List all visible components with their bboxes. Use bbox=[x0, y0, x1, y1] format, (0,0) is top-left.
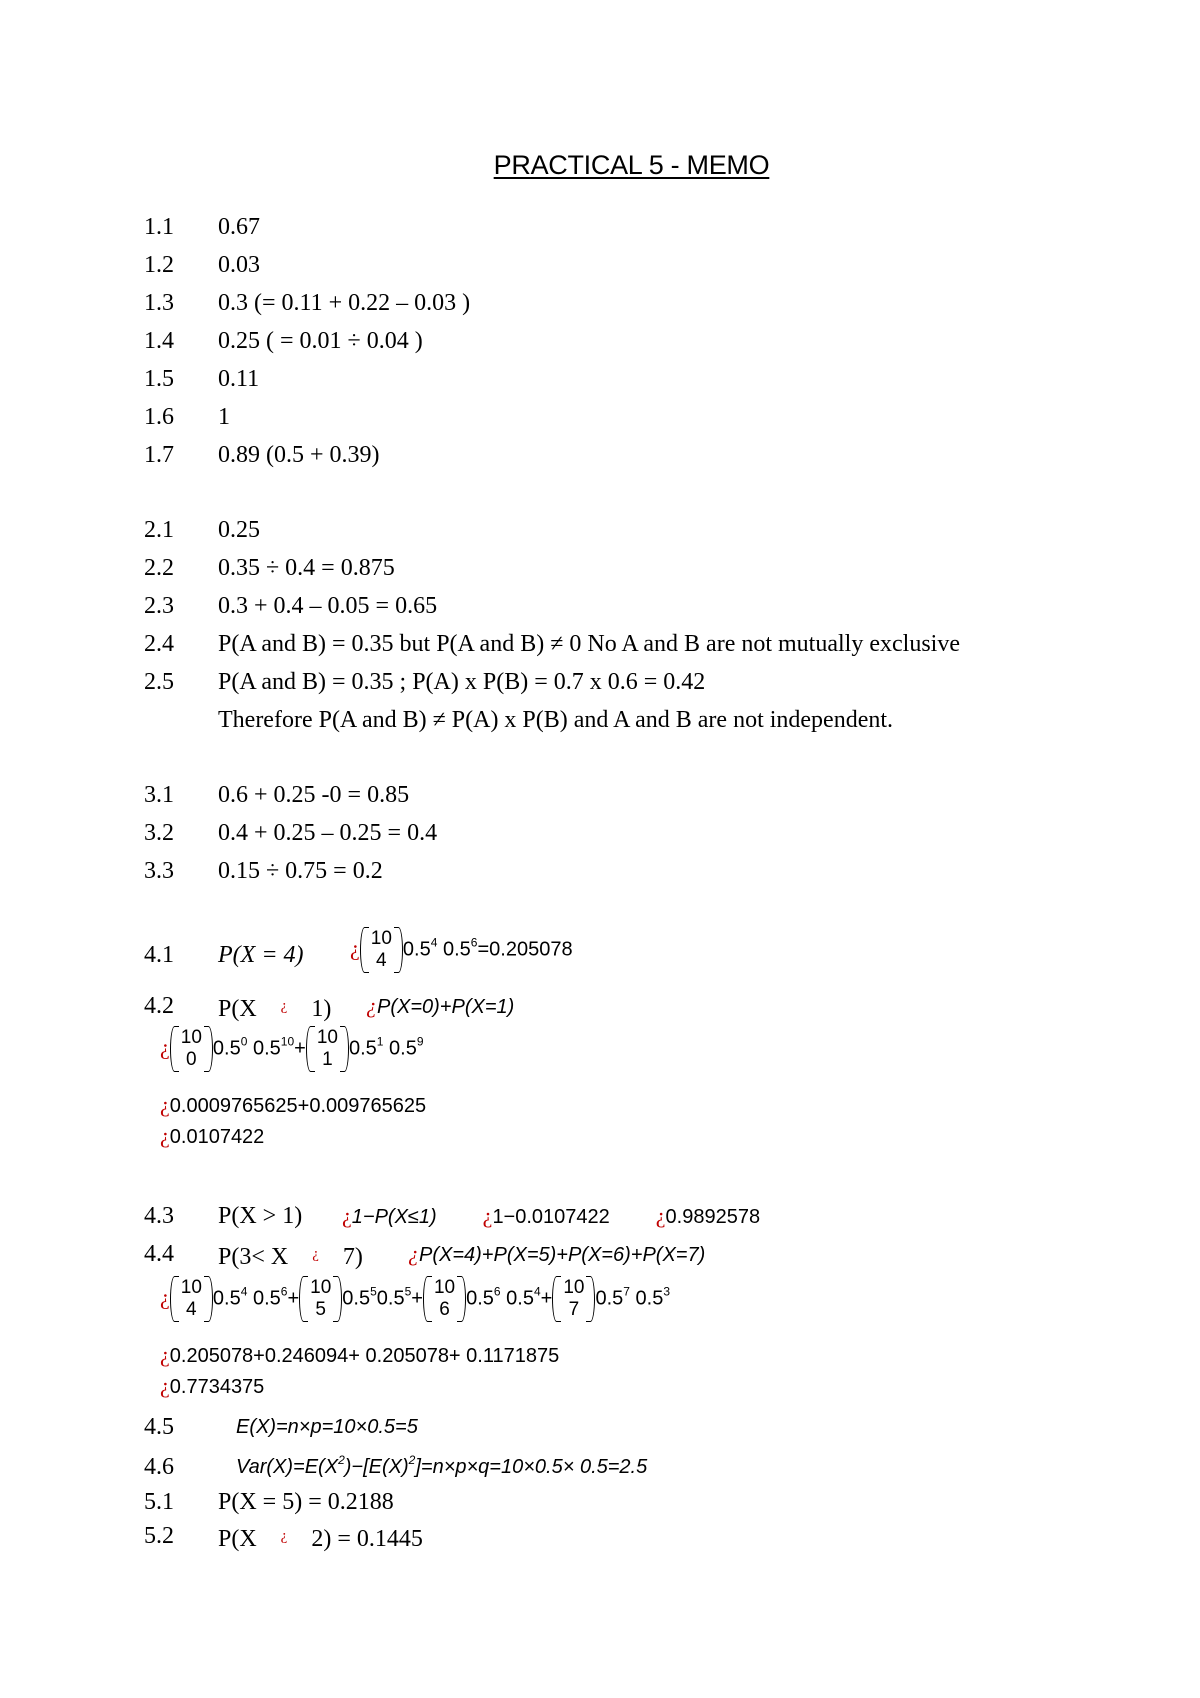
result: =0.205078 bbox=[477, 938, 573, 961]
equation-4-4-line-2: ¿ 10 4 $0.5^4$ $0.5^6+$ 10 5 $0.5^50.5^5+$ 10 6 $0.5^6$ $0.5^4+$ 10 7 $0.5^7$ $0.5^3$ bbox=[160, 1277, 671, 1320]
answer-text: 0.67 bbox=[218, 214, 260, 240]
equation-4-5: E(X)=n×p=10×0.5=5 bbox=[236, 1416, 418, 1438]
answer-text: 0.25 bbox=[218, 517, 260, 543]
question-number: 1.3 bbox=[144, 290, 174, 316]
answer-text bbox=[218, 989, 331, 1026]
binom-n: 10 bbox=[433, 1277, 456, 1298]
question-number: 4.6 bbox=[144, 1454, 174, 1480]
binomial-coefficient bbox=[170, 1026, 213, 1072]
missing-symbol-glyph: ¿ bbox=[160, 1034, 170, 1060]
missing-symbol-glyph: ¿ bbox=[160, 1373, 170, 1398]
answer-text: 1 bbox=[218, 404, 230, 430]
binomial-coefficient bbox=[306, 1026, 349, 1072]
missing-symbol-glyph: ¿ bbox=[160, 1284, 170, 1310]
question-number: 1.2 bbox=[144, 252, 174, 278]
answer-text: 0.15 ÷ 0.75 = 0.2 bbox=[218, 858, 383, 884]
equation-4-3 bbox=[342, 1199, 760, 1234]
binomial-coefficient bbox=[360, 927, 403, 973]
answer-text: 0.03 bbox=[218, 252, 260, 278]
binomial-coefficient bbox=[423, 1276, 466, 1322]
binomial-coefficient bbox=[552, 1276, 595, 1322]
equation-4-1 bbox=[350, 927, 573, 973]
missing-symbol-glyph: ¿ bbox=[655, 1203, 666, 1228]
expr-part: 1−0.0107422 bbox=[492, 1206, 610, 1228]
question-number: 1.6 bbox=[144, 404, 174, 430]
expr-part: 0.0107422 bbox=[169, 1126, 265, 1148]
answer-text: P(X = 5) = 0.2188 bbox=[218, 1489, 394, 1515]
answer-text bbox=[218, 1237, 363, 1274]
expr-part: 0.0009765625+0.009765625 bbox=[169, 1095, 427, 1117]
binom-k: 6 bbox=[439, 1299, 450, 1320]
question-number: 4.3 bbox=[144, 1203, 174, 1229]
binomial-coefficient bbox=[170, 1276, 213, 1322]
answer-text: 0.89 (0.5 + 0.39) bbox=[218, 442, 380, 468]
question-number: 1.4 bbox=[144, 328, 174, 354]
expr-part: P(X bbox=[218, 1526, 257, 1552]
missing-symbol-glyph: ¿ bbox=[482, 1203, 493, 1228]
question-number: 1.5 bbox=[144, 366, 174, 392]
binom-k: 1 bbox=[322, 1049, 333, 1070]
binom-n: 10 bbox=[310, 1277, 332, 1298]
expr-part: 1−P(X≤1) bbox=[351, 1206, 437, 1228]
equation-4-2-line-4 bbox=[160, 1121, 264, 1152]
binom-n: 10 bbox=[563, 1277, 585, 1298]
expr-part: 7) bbox=[342, 1244, 363, 1270]
missing-symbol-glyph: ¿ bbox=[280, 998, 288, 1014]
answer-text: P(X > 1) bbox=[218, 1203, 303, 1229]
question-number: 4.1 bbox=[144, 942, 174, 968]
question-number: 2.5 bbox=[144, 669, 174, 695]
equation-4-2-line-2: ¿ 10 0 $0.5^0$ $0.5^{10}+$ 10 1 $0.5^1$ $0.5^9$ bbox=[160, 1027, 424, 1070]
expr-part: 2) = 0.1445 bbox=[311, 1526, 423, 1552]
question-number: 5.2 bbox=[144, 1523, 174, 1549]
equation-4-4-line-4 bbox=[160, 1371, 264, 1402]
binom-n: 10 bbox=[180, 1027, 202, 1048]
binomial-coefficient bbox=[299, 1276, 342, 1322]
question-number: 4.2 bbox=[144, 993, 174, 1019]
expr-part: 0.7734375 bbox=[169, 1376, 265, 1398]
binom-k: 7 bbox=[568, 1299, 580, 1320]
question-number: 2.1 bbox=[144, 517, 174, 543]
expr-part: )−[E(X) bbox=[344, 1456, 409, 1478]
expr-part: P(3< X bbox=[218, 1244, 289, 1270]
binom-n: 10 bbox=[316, 1027, 338, 1048]
equation-4-2-line-1 bbox=[366, 989, 514, 1024]
question-number: 2.4 bbox=[144, 631, 174, 657]
base: 0.5 bbox=[402, 938, 431, 961]
base: 0.5 bbox=[442, 938, 471, 961]
answer-text: P(X = 4) bbox=[218, 942, 304, 968]
missing-symbol-glyph: ¿ bbox=[312, 1246, 319, 1262]
exponent: 4 bbox=[430, 935, 438, 950]
equation-4-2-line-3 bbox=[160, 1090, 426, 1121]
exponent: 6 bbox=[470, 935, 478, 950]
missing-symbol-glyph: ¿ bbox=[160, 1342, 170, 1367]
question-number: 3.2 bbox=[144, 820, 174, 846]
question-number: 4.5 bbox=[144, 1414, 174, 1440]
binom-k: 5 bbox=[315, 1299, 326, 1320]
binom-k: 4 bbox=[186, 1299, 197, 1320]
missing-symbol-glyph: ¿ bbox=[160, 1092, 170, 1117]
missing-symbol-glyph: ¿ bbox=[280, 1528, 288, 1544]
answer-text: 0.3 + 0.4 – 0.05 = 0.65 bbox=[218, 593, 438, 619]
missing-symbol-glyph: ¿ bbox=[366, 993, 377, 1018]
answer-text: 0.4 + 0.25 – 0.25 = 0.4 bbox=[218, 820, 438, 846]
answer-text: 0.6 + 0.25 -0 = 0.85 bbox=[218, 782, 410, 808]
equation-4-6 bbox=[236, 1450, 647, 1484]
answer-text: P(A and B) = 0.35 but P(A and B) ≠ 0 No A and B are not mutually exclusive bbox=[218, 631, 960, 657]
expr-part: P(X=0)+P(X=1) bbox=[377, 996, 515, 1018]
question-number: 3.1 bbox=[144, 782, 174, 808]
expr-part: Var(X)=E(X bbox=[236, 1456, 339, 1478]
binom-k: 0 bbox=[186, 1049, 197, 1070]
missing-symbol-glyph: ¿ bbox=[350, 935, 360, 961]
expr-part: 0.9892578 bbox=[665, 1206, 761, 1228]
question-number: 2.3 bbox=[144, 593, 174, 619]
question-number: 5.1 bbox=[144, 1489, 174, 1515]
expr-part: P(X bbox=[218, 996, 257, 1022]
expr-part: P(X=4)+P(X=5)+P(X=6)+P(X=7) bbox=[419, 1244, 706, 1266]
answer-text: 0.25 ( = 0.01 ÷ 0.04 ) bbox=[218, 328, 423, 354]
question-number: 2.2 bbox=[144, 555, 174, 581]
binom-n: 10 bbox=[370, 928, 392, 949]
equation-4-4-line-1 bbox=[408, 1237, 705, 1272]
answer-text: 0.3 (= 0.11 + 0.22 – 0.03 ) bbox=[218, 290, 471, 316]
answer-continuation-2-5: Therefore P(A and B) ≠ P(A) x P(B) and A and B are not independent. bbox=[218, 707, 894, 733]
question-number: 3.3 bbox=[144, 858, 174, 884]
question-number: 1.1 bbox=[144, 214, 174, 240]
expr-part: 0.205078+0.246094+ 0.205078+ 0.1171875 bbox=[169, 1345, 560, 1367]
question-number: 4.4 bbox=[144, 1241, 174, 1267]
binom-k: 4 bbox=[376, 950, 387, 971]
answer-text: 0.11 bbox=[218, 366, 260, 392]
exponent: 2 bbox=[408, 1453, 416, 1467]
expr-part: 1) bbox=[311, 996, 332, 1022]
missing-symbol-glyph: ¿ bbox=[408, 1241, 419, 1266]
answer-text: 0.35 ÷ 0.4 = 0.875 bbox=[218, 555, 395, 581]
page-title: PRACTICAL 5 - MEMO bbox=[493, 150, 770, 180]
binom-n: 10 bbox=[180, 1277, 202, 1298]
equation-4-4-line-3 bbox=[160, 1340, 559, 1371]
missing-symbol-glyph: ¿ bbox=[342, 1203, 352, 1228]
answer-text bbox=[218, 1519, 423, 1556]
missing-symbol-glyph: ¿ bbox=[160, 1123, 170, 1148]
exponent: 2 bbox=[338, 1453, 345, 1467]
question-number: 1.7 bbox=[144, 442, 174, 468]
answer-text: P(A and B) = 0.35 ; P(A) x P(B) = 0.7 x 0.6 = 0.42 bbox=[218, 669, 706, 695]
expr-part: ]=n×p×q=10×0.5× 0.5=2.5 bbox=[415, 1456, 648, 1478]
